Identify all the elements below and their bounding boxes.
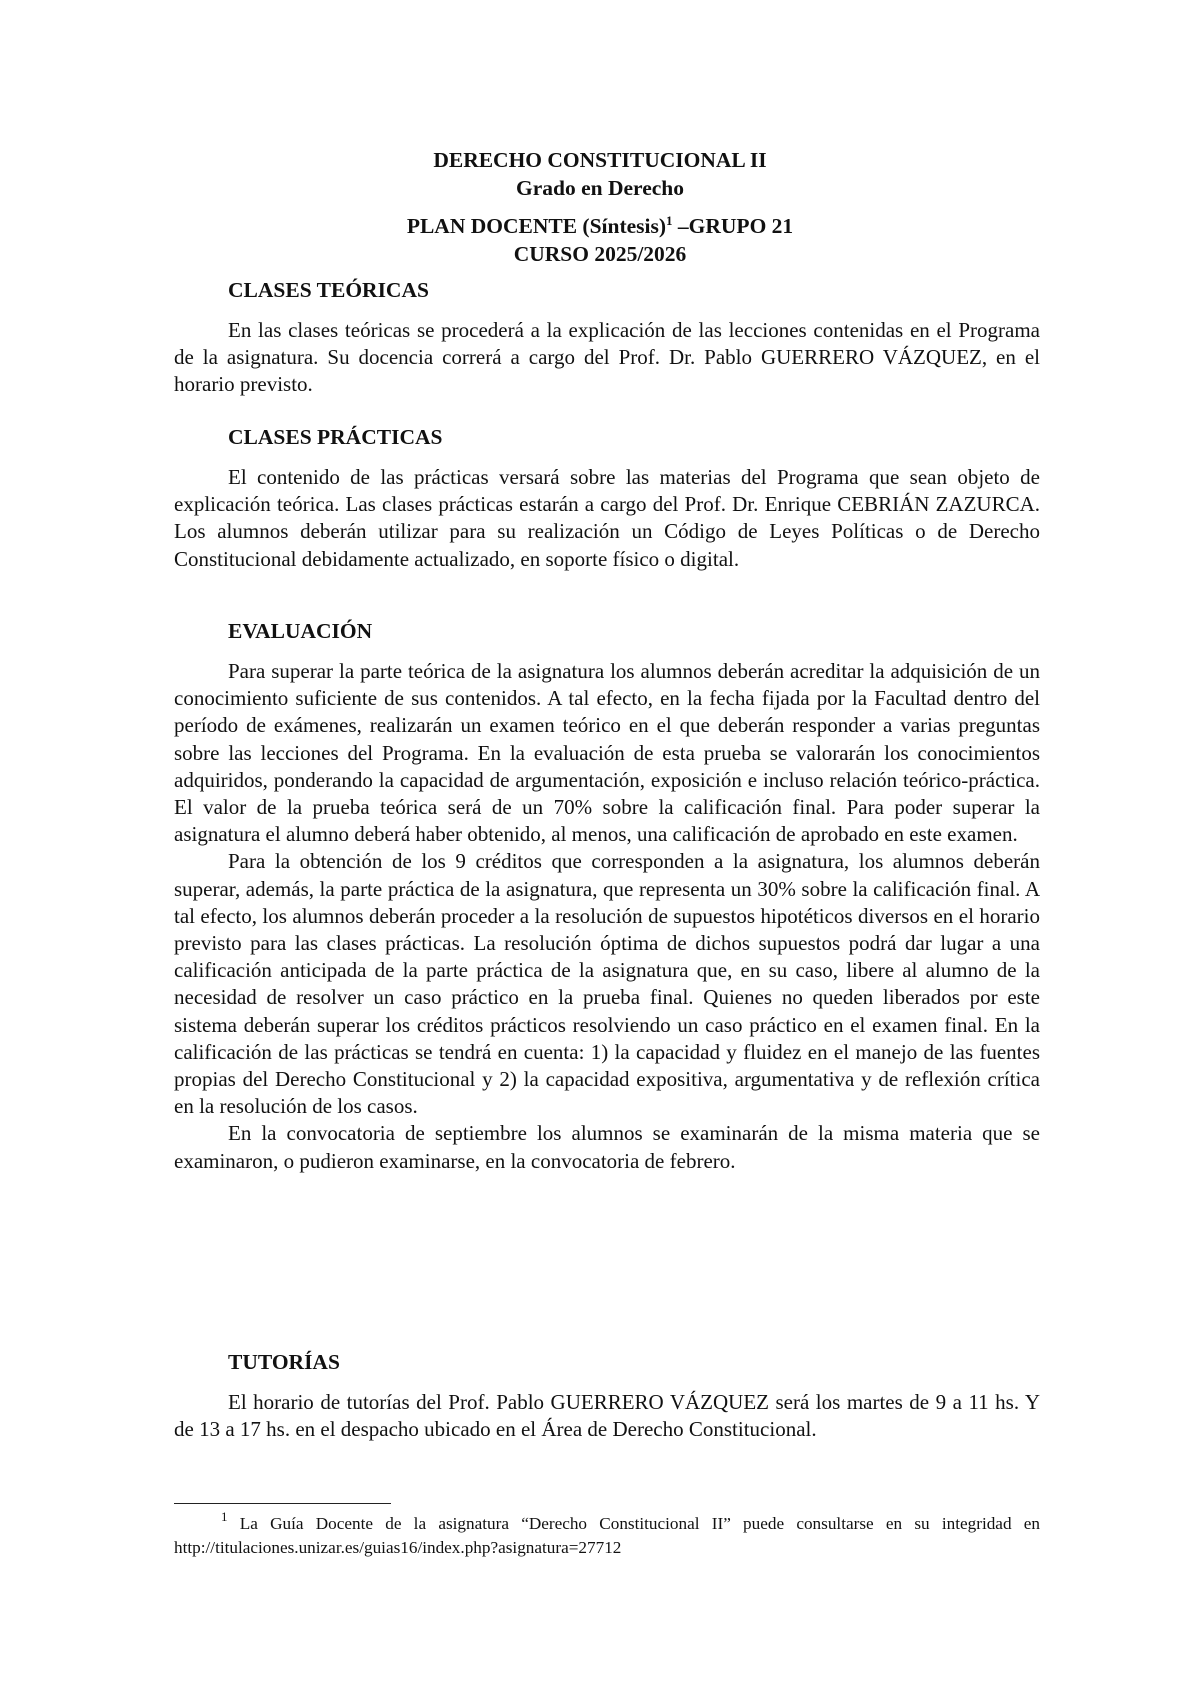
plan-label: PLAN DOCENTE (Síntesis)	[406, 214, 667, 238]
section-clases-teoricas	[174, 317, 1040, 399]
footnote-separator	[174, 1503, 391, 1504]
paragraph: El contenido de las prácticas versará sobre las materias del Programa que sean objeto de explicación teórica. Las clases prácticas estarán a cargo del Prof. Dr. Enrique CEBRIÁN ZAZURCA. Los alumnos deberán utilizar para su realización un Código de Leyes Políticas o de Derecho Constitucional debidamente actualizado, en soporte físico o digital.	[174, 465, 1040, 571]
footnote-ref: 1	[666, 213, 673, 228]
paragraph: Para la obtención de los 9 créditos que corresponden a la asignatura, los alumnos deberán superar, además, la parte práctica de la asignatura, que representa un 30% sobre la calificación final. A tal efecto, los alumnos deberán proceder a la resolución de supuestos hipotéticos diversos en el horario previsto para las clases prácticas. La resolución óptima de dichos supuestos podrá dar lugar a una calificación anticipada de la parte práctica de la asignatura que, en su caso, libere al alumno de la necesidad de resolver un caso práctico en la prueba final. Quienes no queden liberados por este sistema deberán superar los créditos prácticos resolviendo un caso práctico en el examen final. En la calificación de las prácticas se tendrá en cuenta: 1) la capacidad y fluidez en el manejo de las fuentes propias del Derecho Constitucional y 2) la capacidad expositiva, argumentativa y de reflexión crítica en la resolución de los casos.	[174, 849, 1040, 1119]
plan-group: –GRUPO 21	[672, 214, 794, 238]
paragraph: Para superar la parte teórica de la asignatura los alumnos deberán acreditar la adquisición de un conocimiento suficiente de sus contenidos. A tal efecto, en la fecha fijada por la Facultad dentro del período de exámenes, realizarán un examen teórico en el que deberán responder a varias preguntas sobre las lecciones del Programa. En la evaluación de esta prueba se valorarán los conocimientos adquiridos, ponderando la capacidad de argumentación, exposición e incluso relación teórico-práctica. El valor de la prueba teórica será de un 70% sobre la calificación final. Para poder superar la asignatura el alumno deberá haber obtenido, al menos, una calificación de aprobado en este examen.	[174, 659, 1040, 847]
plan-title	[0, 212, 1200, 240]
footnote-marker: 1	[221, 1509, 228, 1524]
heading-clases-teoricas: CLASES TEÓRICAS	[228, 278, 429, 302]
section-clases-practicas	[174, 464, 1040, 573]
course-title: DERECHO CONSTITUCIONAL II	[433, 148, 767, 172]
footnote-text	[174, 1509, 1040, 1560]
paragraph: En las clases teóricas se procederá a la explicación de las lecciones contenidas en el Programa de la asignatura. Su docencia correrá a cargo del Prof. Dr. Pablo GUERRERO VÁZQUEZ, en el horario previsto.	[174, 318, 1040, 397]
section-evaluacion	[174, 658, 1040, 1175]
section-tutorias	[174, 1389, 1040, 1443]
paragraph: En la convocatoria de septiembre los alumnos se examinarán de la misma materia que se examinaron, o pudieron examinarse, en la convocatoria de febrero.	[174, 1121, 1040, 1173]
footnote	[174, 1509, 1040, 1560]
footnote-body: La Guía Docente de la asignatura “Derecho Constitucional II” puede consultarse en su integridad en http://titulaciones.unizar.es/guias16/index.php?asignatura=27712	[174, 1514, 1040, 1557]
heading-tutorias: TUTORÍAS	[228, 1350, 340, 1374]
heading-clases-practicas: CLASES PRÁCTICAS	[228, 425, 443, 449]
course-year: CURSO 2025/2026	[513, 242, 687, 266]
paragraph: El horario de tutorías del Prof. Pablo GUERRERO VÁZQUEZ será los martes de 9 a 11 hs. Y de 13 a 17 hs. en el despacho ubicado en el Área de Derecho Constitucional.	[174, 1390, 1040, 1442]
heading-evaluacion: EVALUACIÓN	[228, 619, 373, 643]
document-title-block	[0, 146, 1200, 268]
degree-title: Grado en Derecho	[516, 176, 684, 200]
